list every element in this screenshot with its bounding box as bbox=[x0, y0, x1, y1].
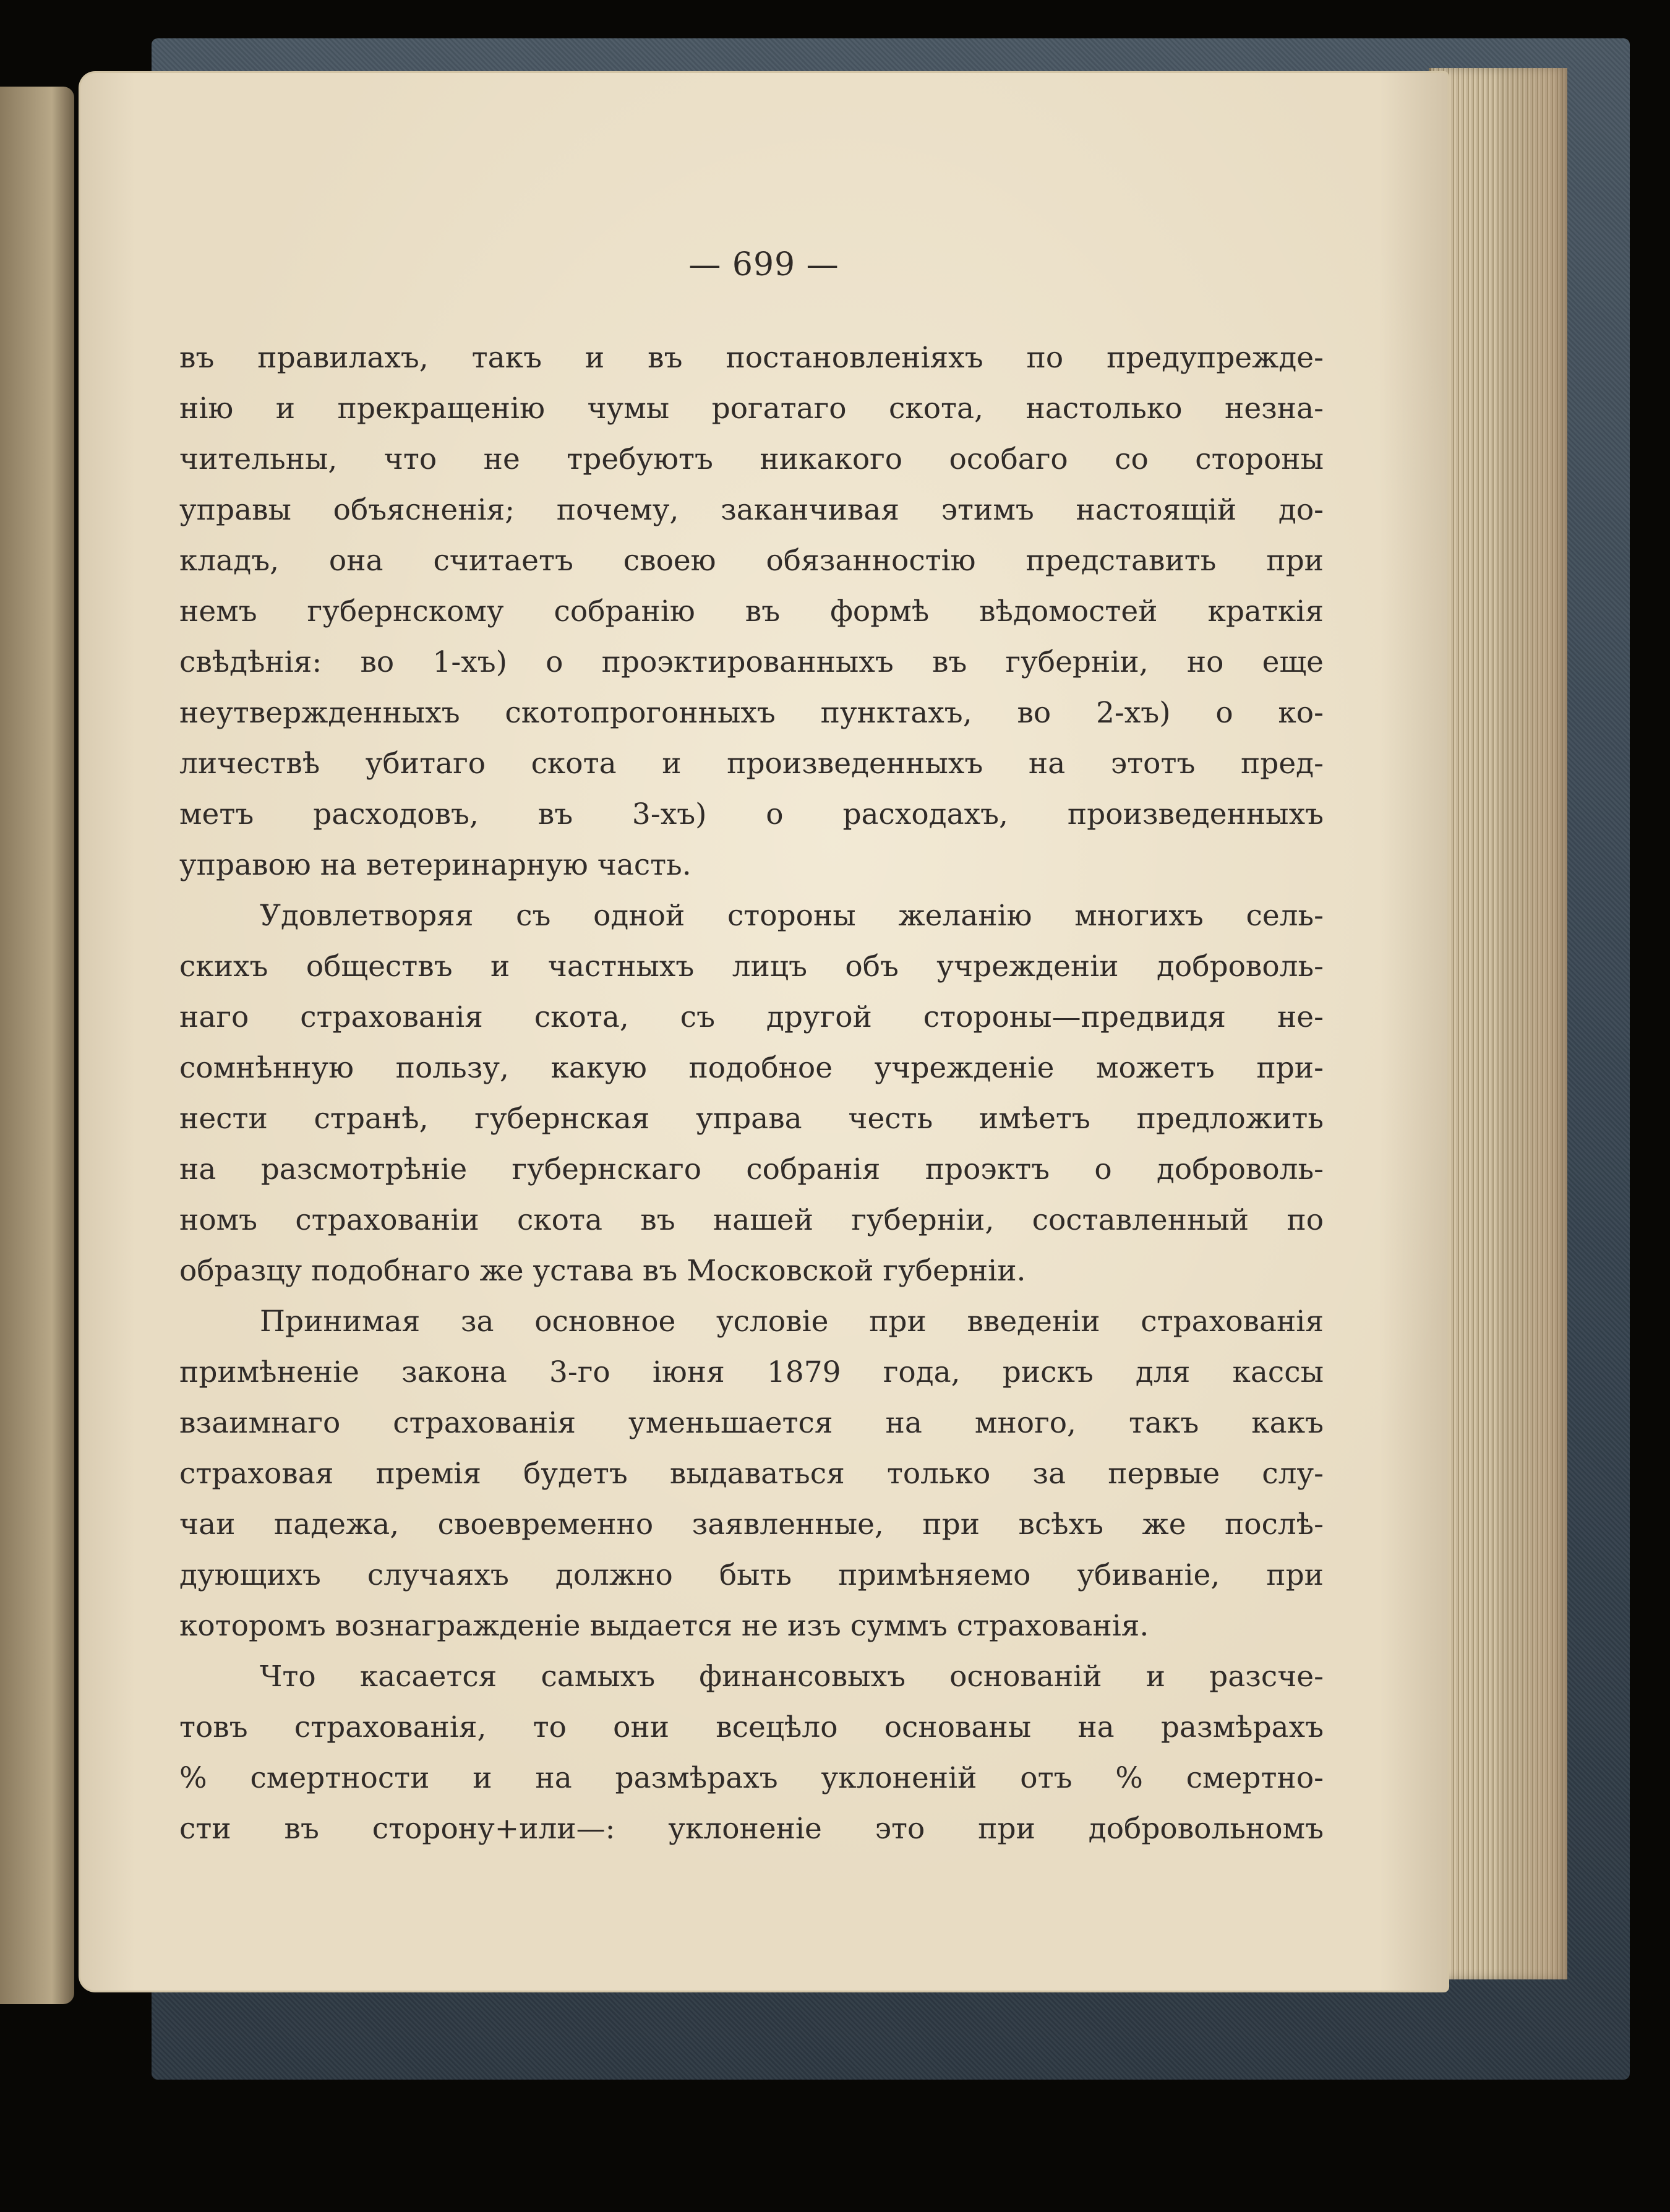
text-line: чительны, что не требуютъ никакого особаго со стороны bbox=[179, 442, 1324, 476]
text-line: въ правилахъ, такъ и въ постановленіяхъ по предупрежде- bbox=[179, 341, 1324, 375]
text-line: Что касается самыхъ финансовыхъ основаній и разсче- bbox=[260, 1660, 1324, 1694]
text-line: сомнѣнную пользу, какую подобное учрежденіе можетъ при- bbox=[179, 1051, 1324, 1085]
text-line: неутвержденныхъ скотопрогонныхъ пунктахъ, во 2-хъ) о ко- bbox=[179, 696, 1324, 730]
text-line: кладъ, она считаетъ своею обязанностію представить при bbox=[179, 544, 1324, 578]
text-line: страховая премія будетъ выдаваться только за первые слу- bbox=[179, 1457, 1324, 1491]
text-line: Принимая за основное условіе при введеніи страхованія bbox=[260, 1305, 1324, 1339]
text-line: дующихъ случаяхъ должно быть примѣняемо убиваніе, при bbox=[179, 1558, 1324, 1592]
text-line: немъ губернскому собранію въ формѣ вѣдомостей краткія bbox=[179, 594, 1324, 628]
facing-page-edge bbox=[0, 87, 74, 2004]
text-line: номъ страхованіи скота въ нашей губерніи, составленный по bbox=[179, 1203, 1324, 1237]
text-line: Удовлетворяя съ одной стороны желанію многихъ сель- bbox=[260, 899, 1324, 933]
text-line: наго страхованія скота, съ другой стороны—предвидя не- bbox=[179, 1000, 1324, 1034]
text-line: метъ расходовъ, въ 3-хъ) о расходахъ, произведенныхъ bbox=[179, 797, 1324, 831]
book-page bbox=[80, 73, 1447, 1991]
text-line: скихъ обществъ и частныхъ лицъ объ учрежденіи доброволь- bbox=[179, 950, 1324, 984]
text-line: нію и прекращенію чумы рогатаго скота, настолько незна- bbox=[179, 392, 1324, 426]
text-line: свѣдѣнія: во 1-хъ) о проэктированныхъ въ губерніи, но еще bbox=[179, 645, 1324, 679]
text-line: товъ страхованія, то они всецѣло основаны на размѣрахъ bbox=[179, 1710, 1324, 1744]
page-number: — 699 — bbox=[688, 246, 839, 283]
text-line: чаи падежа, своевременно заявленные, при всѣхъ же послѣ- bbox=[179, 1507, 1324, 1541]
text-line: управы объясненія; почему, заканчивая этимъ настоящій до- bbox=[179, 493, 1324, 527]
page-edges bbox=[1429, 68, 1567, 1979]
text-line: на разсмотрѣніе губернскаго собранія проэктъ о доброволь- bbox=[179, 1152, 1324, 1186]
text-line: сти въ сторону+или—: уклоненіе это при добровольномъ bbox=[179, 1812, 1324, 1846]
text-line: управою на ветеринарную часть. bbox=[179, 848, 692, 882]
text-line: % смертности и на размѣрахъ уклоненій отъ % смертно- bbox=[179, 1761, 1324, 1795]
text-line: личествѣ убитаго скота и произведенныхъ на этотъ пред- bbox=[179, 747, 1324, 781]
text-line: взаимнаго страхованія уменьшается на много, такъ какъ bbox=[179, 1406, 1324, 1440]
page-text bbox=[179, 333, 1324, 1854]
text-line: образцу подобнаго же устава въ Московской губерніи. bbox=[179, 1254, 1026, 1288]
text-line: которомъ вознагражденіе выдается не изъ суммъ страхованія. bbox=[179, 1609, 1149, 1643]
text-line: примѣненіе закона 3-го іюня 1879 года, рискъ для кассы bbox=[179, 1355, 1324, 1389]
text-line: нести странѣ, губернская управа честь имѣетъ предложить bbox=[179, 1102, 1324, 1136]
